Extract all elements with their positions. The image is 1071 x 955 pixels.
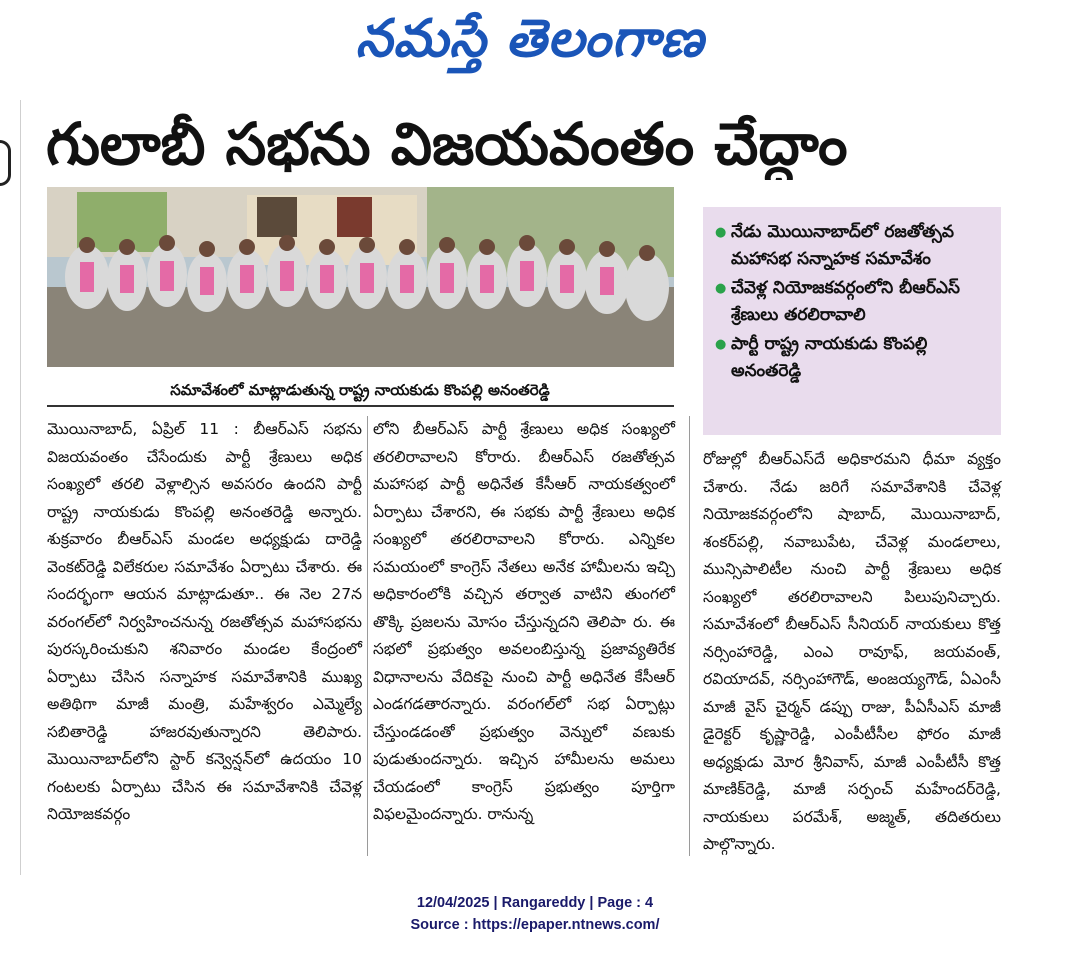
article-column-2 bbox=[373, 416, 675, 856]
left-margin-rule bbox=[20, 100, 21, 875]
caption-divider bbox=[47, 405, 674, 407]
masthead-title: నమస్తే తెలంగాణ bbox=[355, 9, 705, 69]
footer-date-edition: 12/04/2025 | Rangareddy | Page : 4 bbox=[416, 895, 654, 911]
article-column-3 bbox=[703, 446, 1001, 856]
article-text: లోని బీఆర్‌ఎస్ పార్టీ శ్రేణులు అధిక సంఖ్యలో తరలిరావాలని కోరారు. బీఆర్‌ఎస్ రజతోత్సవ మహాసభ పార్టీ అధినేత కేసీఆర్ నాయకత్వంలో ఏర్పాటు చేశారని, ఈ సభకు పార్టీ శ్రేణులు అధిక సంఖ్యలో తరలిరావాలని కోరారు. ఎన్నికల సమయంలో కాంగ్రెస్ నేతలు అనేక హామీలను ఇచ్చి అధికారంలోకి వచ్చిన తర్వాత వాటిని తుంగలో తొక్కి ప్రజలను మోసం చేస్తున్నదని తెలిపా రు. ఈ సభలో ప్రభుత్వం అవలంబిస్తున్న ప్రజావ్యతిరేక విధానాలను వేదికపై నుంచి పార్టీ అధినేత కేసీఆర్ ఎండగడతారన్నారు. వరంగల్‌లో సభ ఏర్పాట్లు చేస్తుండడంతో ప్రభుత్వం వెన్నులో వణుకు పుడుతుందన్నారు. ఇచ్చిన హామీలను అమలు చేయడంలో కాంగ్రెస్ ప్రభుత్వం పూర్తిగా విఫలమైందన్నారు. రానున్న bbox=[373, 420, 675, 823]
highlight-item: ● చేవెళ్ల నియోజకవర్గంలోని బీఆర్‌ఎస్ శ్రేణులు తరలిరావాలి bbox=[715, 275, 991, 329]
headline: గులాబీ సభను విజయవంతం చేద్దాం bbox=[46, 110, 848, 178]
highlights-list bbox=[715, 219, 991, 385]
page-footer bbox=[300, 892, 770, 936]
highlights-box bbox=[703, 207, 1001, 435]
column-divider bbox=[367, 416, 368, 856]
highlight-item: ● నేడు మొయినాబాద్‌లో రజతోత్సవ మహాసభ సన్నాహక సమావేశం bbox=[715, 219, 991, 273]
page-edge-mark bbox=[0, 140, 11, 186]
news-photo bbox=[47, 187, 674, 367]
article-text: మొయినాబాద్, ఏప్రిల్ 11 : బీఆర్‌ఎస్ సభను విజయవంతం చేసేందుకు పార్టీ శ్రేణులు అధిక సంఖ్యలో తరలి వెళ్లాల్సిన అవసరం ఉందని పార్టీ రాష్ట్ర నాయకుడు కొంపల్లి అనంతరెడ్డి అన్నారు. శుక్రవారం బీఆర్‌ఎస్ మండల అధ్యక్షుడు దారెడ్డి వెంకట్‌రెడ్డి విలేకరుల సమావేశం ఏర్పాటు చేశారు. ఈ సందర్భంగా ఆయన మాట్లాడుతూ.. ఈ నెల 27న వరంగల్‌లో నిర్వహించనున్న రజతోత్సవ మహాసభను పురస్కరించుకుని శనివారం మండల కేంద్రంలో ఏర్పాటు చేసిన సన్నాహక సమావేశానికి ముఖ్య అతిథిగా మాజీ మంత్రి, మహేశ్వరం ఎమ్మెల్యే సబితారెడ్డి హాజరవుతున్నారని తెలిపారు. మొయినాబాద్‌లోని స్టార్ కన్వెన్షన్‌లో ఉదయం 10 గంటలకు ఏర్పాటు చేసిన ఈ సమావేశానికి చేవెళ్ల నియోజకవర్గం bbox=[47, 420, 362, 823]
column-divider bbox=[689, 416, 690, 856]
article-text: రోజుల్లో బీఆర్‌ఎస్‌దే అధికారమని ధీమా వ్యక్తం చేశారు. నేడు జరిగే సమావేశానికి చేవెళ్ల నియోజకవర్గంలోని షాబాద్, మొయినాబాద్, శంకర్‌పల్లి, నవాబుపేట, చేవెళ్ల మండలాలు, మున్సిపాలిటీల నుంచి పార్టీ శ్రేణులు అధిక సంఖ్యలో తరలిరావాలని పిలుపునిచ్చారు. సమావేశంలో బీఆర్‌ఎస్ సీనియర్ నాయకులు కొత్త నర్సింహారెడ్డి, ఎంఎ రావూఫ్, జయవంత్, రవియాదవ్, నర్సింహాగౌడ్, అంజయ్యగౌడ్, ఏఎంసీ మాజీ వైస్ చైర్మన్ డప్పు రాజు, పీఏసీఎస్ మాజీ డైరెక్టర్ కృష్ణారెడ్డి, ఎంపీటీసీల ఫోరం మాజీ అధ్యక్షుడు మోర శ్రీనివాస్, మాజీ ఎంపీటీసీ కొత్త మాణిక్‌రెడ్డి, మాజీ సర్పంచ్ మహేందర్‌రెడ్డి, నాయకులు పరమేశ్, అజ్మత్, తదితరులు పాల్గొన్నారు. bbox=[703, 450, 1001, 853]
footer-source: Source : https://epaper.ntnews.com/ bbox=[410, 917, 660, 933]
article-column-1 bbox=[47, 416, 362, 856]
highlight-item: ● పార్టీ రాష్ట్ర నాయకుడు కొంపల్లి అనంతరెడ్డి bbox=[715, 331, 991, 385]
photo-caption: సమావేశంలో మాట్లాడుతున్న రాష్ట్ర నాయకుడు కొంపల్లి అనంతరెడ్డి bbox=[170, 381, 550, 399]
